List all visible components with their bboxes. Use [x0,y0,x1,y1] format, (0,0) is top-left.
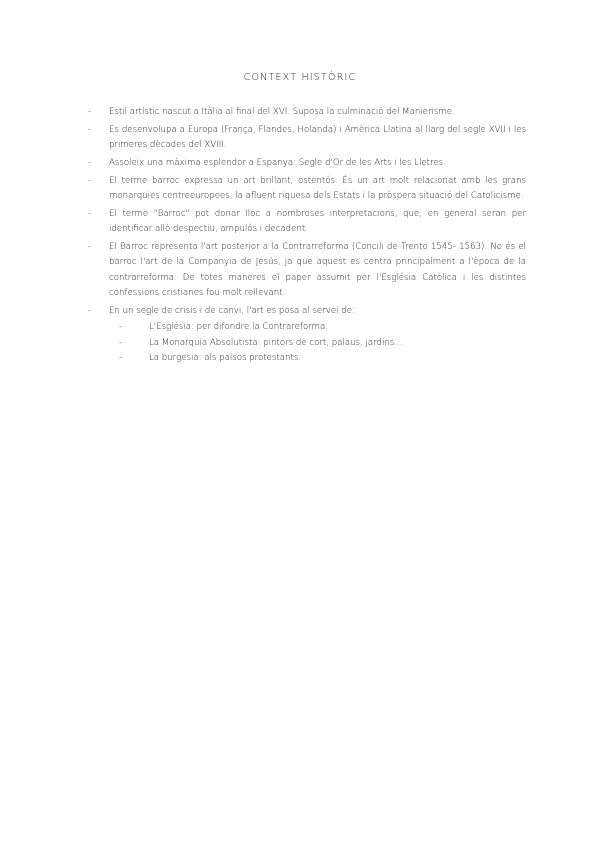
bullet-dash: - [88,107,92,117]
list-item [88,123,526,154]
list-item-text: El Barroc representa l'art posterior a la Contrarreforma (Concili de Trento 1545- 1563). No és el barroc l'art de la Companyia de Jesús, ja que aquest es centra principalment a l'època de la contrarreforma. De totes maneres el paper assumit per l'Església Catòlica i les distintes confessions cristianes fou molt rellevant. [109,241,526,298]
sublist-item [119,320,526,336]
list-item-text: Es desenvolupa a Europa (França, Flandes, Holanda) i Amèrica Llatina al llarg del segle XVII i les primeres dècades del XVIII. [109,124,526,151]
list-item [88,207,526,238]
sublist-item-text: La Monarquia Absolutista: pintors de cort, palaus, jardins… [149,337,403,348]
bullet-dash: - [88,208,92,219]
list-item-text: El terme barroc expressa un art brillant, ostentós. És un art molt relacionat amb les grans monarquies centreeuropees, la afluent riquesa dels Estats i la pròspera situació del Catolicisme. [109,175,526,201]
bullet-dash: - [88,241,92,252]
list-item-text: Estil artístic nascut a Itàlia al final del XVI. Suposa la culminació del Manierisme. [109,107,455,117]
bullet-dash: - [88,175,92,186]
list-item [88,304,526,367]
list-item [88,156,526,171]
bullet-dash: - [88,157,92,168]
sublist-item-text: La burgesia: als països protestants. [149,353,302,364]
bullet-dash: - [119,322,123,333]
list-item-text: Assoleix una màxima esplendor a Espanya: Segle d'Or de les Arts i les Lletres. [109,157,446,168]
list-item [88,174,526,205]
list-item-text: El terme "Barroc" pot donar lloc a nombroses interpretacions, que, en general seran per identificar allò despectiu, ampulós i decadent. [109,208,526,235]
list-item-text: En un segle de crisis i de canvi, l'art es posa al servei de: [109,305,355,316]
sublist-item-text: L'Església: per difondre la Contrareforma. [149,322,328,333]
sublist-item [119,336,526,352]
sublist-item [119,351,526,367]
page-title: CONTEXT HISTÒRIC [243,72,357,83]
context-list [88,105,526,369]
list-item [88,105,526,120]
bullet-dash: - [119,337,123,348]
bullet-dash: - [119,353,123,364]
list-item [88,240,526,302]
bullet-dash: - [88,124,92,135]
sublist [109,320,526,367]
bullet-dash: - [88,305,92,316]
